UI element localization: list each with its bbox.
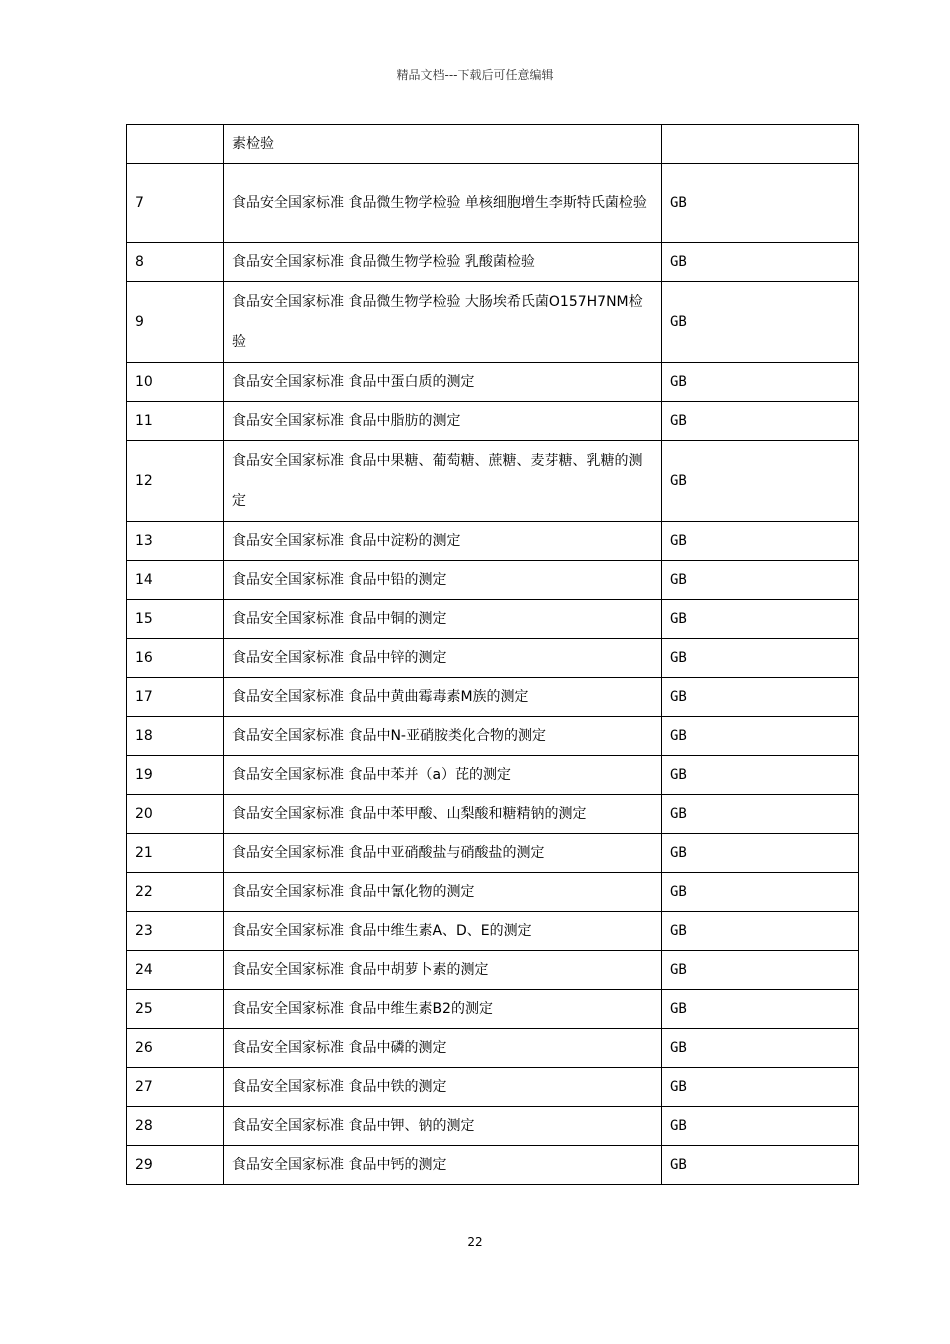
standard-code: GB (662, 1068, 859, 1107)
row-number (127, 125, 224, 164)
table-row (127, 990, 859, 1029)
table-row (127, 522, 859, 561)
table-row (127, 678, 859, 717)
standard-name: 食品安全国家标准 食品中亚硝酸盐与硝酸盐的测定 (224, 834, 662, 873)
row-number: 29 (127, 1146, 224, 1185)
standard-code: GB (662, 873, 859, 912)
standard-code: GB (662, 912, 859, 951)
standard-name: 食品安全国家标准 食品中铁的测定 (224, 1068, 662, 1107)
row-number: 24 (127, 951, 224, 990)
row-number: 11 (127, 402, 224, 441)
standard-name: 食品安全国家标准 食品中维生素A、D、E的测定 (224, 912, 662, 951)
standard-name: 食品安全国家标准 食品微生物学检验 乳酸菌检验 (224, 243, 662, 282)
standard-name: 食品安全国家标准 食品微生物学检验 单核细胞增生李斯特氏菌检验 (224, 164, 662, 243)
standard-code: GB (662, 600, 859, 639)
standard-name: 食品安全国家标准 食品中钙的测定 (224, 1146, 662, 1185)
row-number: 22 (127, 873, 224, 912)
standard-name: 食品安全国家标准 食品中锌的测定 (224, 639, 662, 678)
row-number: 13 (127, 522, 224, 561)
standard-code (662, 125, 859, 164)
table-row (127, 402, 859, 441)
row-number: 9 (127, 282, 224, 363)
page-header: 精品文档---下载后可任意编辑 (396, 68, 554, 82)
standard-code: GB (662, 243, 859, 282)
table-row (127, 243, 859, 282)
row-number: 28 (127, 1107, 224, 1146)
standard-code: GB (662, 1029, 859, 1068)
row-number: 23 (127, 912, 224, 951)
standard-code: GB (662, 795, 859, 834)
row-number: 8 (127, 243, 224, 282)
standard-name: 食品安全国家标准 食品中苯并（a）芘的测定 (224, 756, 662, 795)
table-row (127, 1107, 859, 1146)
row-number: 27 (127, 1068, 224, 1107)
row-number: 20 (127, 795, 224, 834)
row-number: 15 (127, 600, 224, 639)
standard-code: GB (662, 717, 859, 756)
standard-code: GB (662, 834, 859, 873)
row-number: 10 (127, 363, 224, 402)
row-number: 17 (127, 678, 224, 717)
standard-code: GB (662, 164, 859, 243)
table-row (127, 834, 859, 873)
standard-code: GB (662, 1107, 859, 1146)
standard-name: 食品安全国家标准 食品中氰化物的测定 (224, 873, 662, 912)
standard-code: GB (662, 678, 859, 717)
standard-name: 食品安全国家标准 食品中淀粉的测定 (224, 522, 662, 561)
row-number: 21 (127, 834, 224, 873)
table-row (127, 282, 859, 363)
standard-code: GB (662, 363, 859, 402)
standard-name: 食品安全国家标准 食品中磷的测定 (224, 1029, 662, 1068)
table-row (127, 164, 859, 243)
standard-code: GB (662, 561, 859, 600)
page-number: 22 (467, 1235, 483, 1249)
standard-name: 素检验 (224, 125, 662, 164)
standard-code: GB (662, 1146, 859, 1185)
standard-name: 食品安全国家标准 食品中铅的测定 (224, 561, 662, 600)
standard-name: 食品安全国家标准 食品中钾、钠的测定 (224, 1107, 662, 1146)
standard-code: GB (662, 639, 859, 678)
standard-name: 食品安全国家标准 食品中黄曲霉毒素M族的测定 (224, 678, 662, 717)
table-row (127, 561, 859, 600)
table-row (127, 951, 859, 990)
row-number: 19 (127, 756, 224, 795)
table-row (127, 1029, 859, 1068)
table-row (127, 756, 859, 795)
standard-name: 食品安全国家标准 食品中维生素B2的测定 (224, 990, 662, 1029)
row-number: 14 (127, 561, 224, 600)
standard-code: GB (662, 522, 859, 561)
standard-code: GB (662, 402, 859, 441)
standard-name: 食品安全国家标准 食品微生物学检验 大肠埃希氏菌O157H7NM检验 (224, 282, 662, 363)
standard-code: GB (662, 951, 859, 990)
row-number: 18 (127, 717, 224, 756)
standards-table (126, 124, 859, 1185)
standard-code: GB (662, 990, 859, 1029)
table-row (127, 873, 859, 912)
table-row (127, 717, 859, 756)
row-number: 16 (127, 639, 224, 678)
table-row (127, 363, 859, 402)
row-number: 25 (127, 990, 224, 1029)
standard-name: 食品安全国家标准 食品中胡萝卜素的测定 (224, 951, 662, 990)
standard-name: 食品安全国家标准 食品中果糖、葡萄糖、蔗糖、麦芽糖、乳糖的测定 (224, 441, 662, 522)
table-row (127, 1068, 859, 1107)
row-number: 26 (127, 1029, 224, 1068)
standard-name: 食品安全国家标准 食品中苯甲酸、山梨酸和糖精钠的测定 (224, 795, 662, 834)
standard-name: 食品安全国家标准 食品中铜的测定 (224, 600, 662, 639)
table-row (127, 795, 859, 834)
row-number: 7 (127, 164, 224, 243)
standard-name: 食品安全国家标准 食品中蛋白质的测定 (224, 363, 662, 402)
standard-code: GB (662, 441, 859, 522)
table-row (127, 600, 859, 639)
standard-name: 食品安全国家标准 食品中N-亚硝胺类化合物的测定 (224, 717, 662, 756)
table-row (127, 125, 859, 164)
row-number: 12 (127, 441, 224, 522)
table-row (127, 441, 859, 522)
table-row (127, 1146, 859, 1185)
standard-code: GB (662, 282, 859, 363)
table-row (127, 639, 859, 678)
table-row (127, 912, 859, 951)
standard-code: GB (662, 756, 859, 795)
standard-name: 食品安全国家标准 食品中脂肪的测定 (224, 402, 662, 441)
